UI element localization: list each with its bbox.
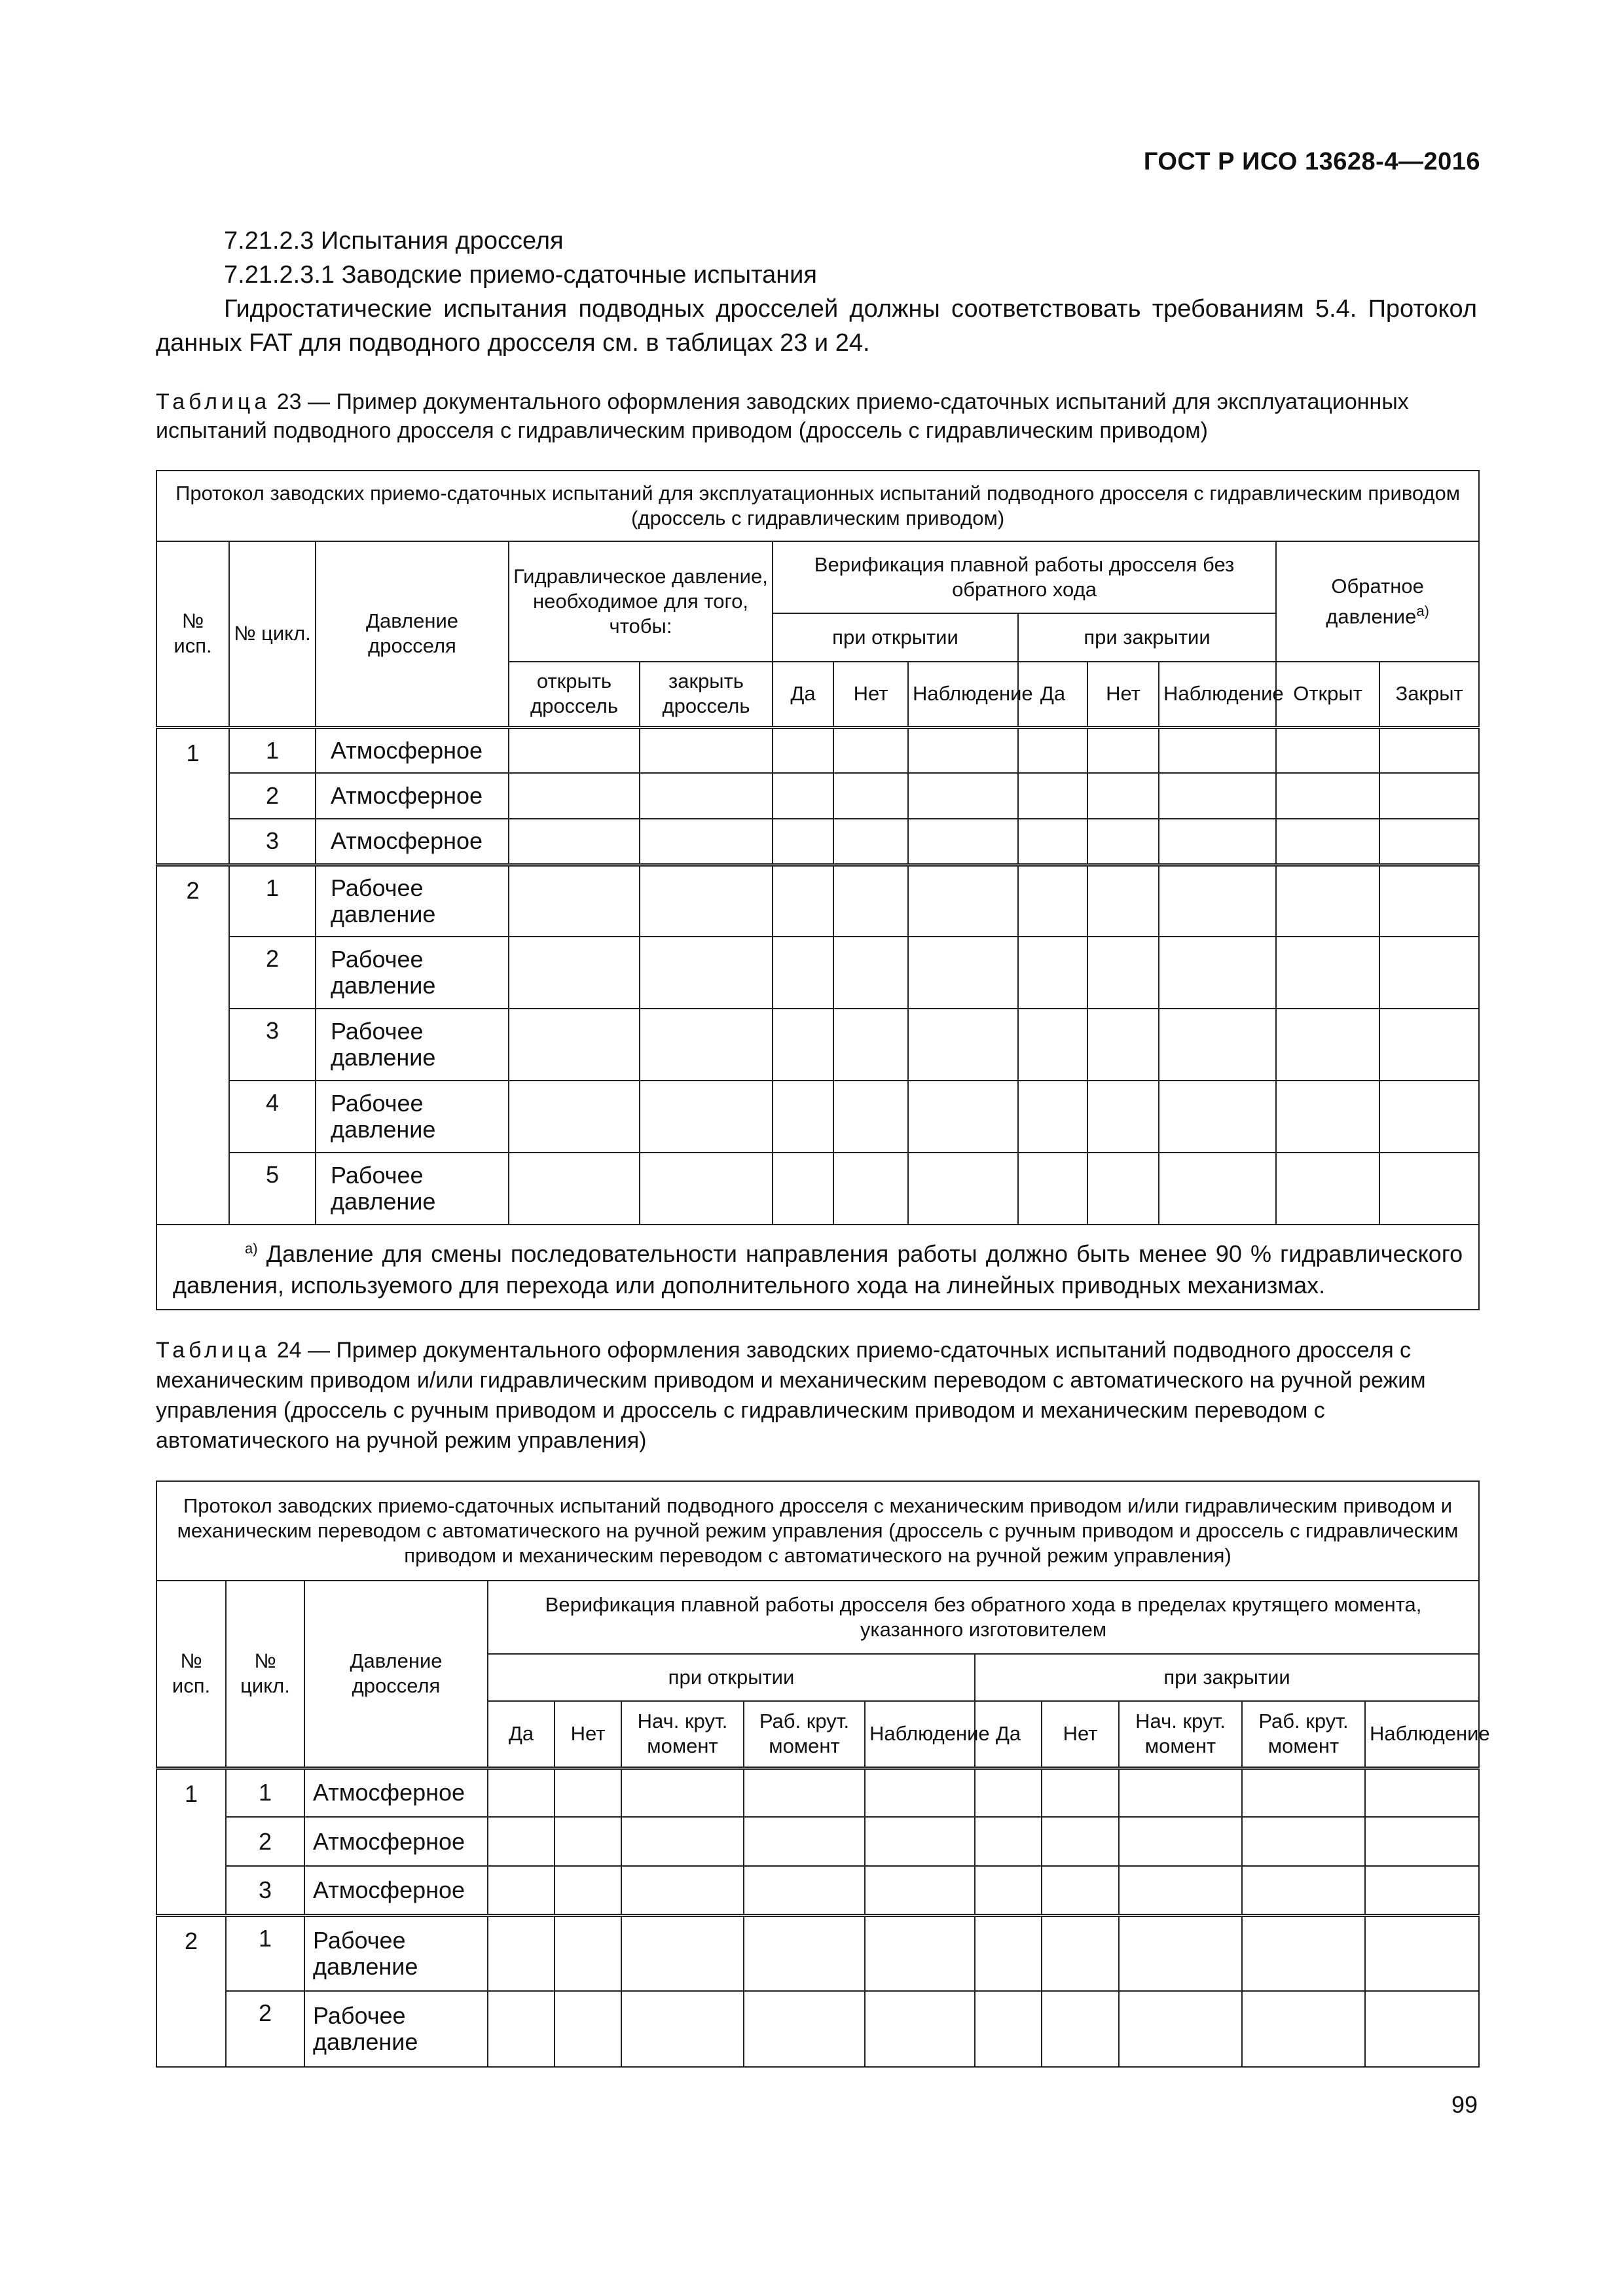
- table24-empty-cell: [1242, 1866, 1365, 1915]
- table23-empty-cell: [773, 773, 833, 819]
- table23-empty-cell: [1087, 819, 1159, 865]
- table24: [156, 1480, 1490, 2068]
- table24-empty-cell: [621, 1991, 744, 2067]
- table24-cell-pressure: Атмосферное: [304, 1866, 488, 1915]
- table23-empty-cell: [1159, 1153, 1276, 1225]
- table23-empty-cell: [1018, 937, 1087, 1009]
- table23-col-close-yes: Да: [1018, 662, 1087, 727]
- table24-empty-cell: [555, 1866, 621, 1915]
- table24-empty-cell: [621, 1866, 744, 1915]
- table23-empty-cell: [908, 865, 1018, 937]
- table23-empty-cell: [1276, 937, 1379, 1009]
- table23-col-closed: Закрыт: [1379, 662, 1479, 727]
- table24-cell-pressure: Рабочее давление: [304, 1915, 488, 1991]
- table23-footnote: [156, 1225, 1479, 1310]
- table24-empty-cell: [744, 1866, 865, 1915]
- table23-empty-cell: [1159, 819, 1276, 865]
- table24-cell-pressure: Атмосферное: [304, 1817, 488, 1866]
- table23-col-open-no: Нет: [833, 662, 908, 727]
- table23-col-pressure: Давление дросселя: [316, 541, 509, 727]
- table24-empty-cell: [555, 1991, 621, 2067]
- table-row: [156, 1915, 1479, 1991]
- table23-empty-cell: [1018, 819, 1087, 865]
- table23-col-opening: при открытии: [773, 613, 1018, 662]
- table-row: [156, 819, 1479, 865]
- table23-empty-cell: [1159, 1081, 1276, 1153]
- table23-empty-cell: [908, 819, 1018, 865]
- table23-empty-cell: [1018, 1009, 1087, 1081]
- table24-empty-cell: [1365, 1817, 1479, 1866]
- table23-col-open-choke: открыть дроссель: [509, 662, 640, 727]
- table24-col-open-start-torque: Нач. крут. момент: [621, 1701, 744, 1768]
- table23-empty-cell: [1087, 727, 1159, 773]
- table24-empty-cell: [1365, 1866, 1479, 1915]
- table24-cell-cycle: 2: [226, 1991, 304, 2067]
- table24-empty-cell: [975, 1817, 1042, 1866]
- table23-cell-pressure: Рабочее давление: [316, 1153, 509, 1225]
- table23-empty-cell: [833, 1081, 908, 1153]
- table23-empty-cell: [509, 819, 640, 865]
- table23-empty-cell: [640, 937, 773, 1009]
- table23-col-close-choke: закрыть дроссель: [640, 662, 773, 727]
- table24-empty-cell: [1242, 1817, 1365, 1866]
- table24-empty-cell: [1119, 1915, 1242, 1991]
- table24-empty-cell: [1119, 1768, 1242, 1817]
- table24-empty-cell: [1365, 1991, 1479, 2067]
- table24-col-cycle: № цикл.: [226, 1581, 304, 1768]
- table24-empty-cell: [1242, 1915, 1365, 1991]
- table23-empty-cell: [1276, 819, 1379, 865]
- table23-empty-cell: [640, 865, 773, 937]
- table23-col-test: № исп.: [156, 541, 229, 727]
- table23-empty-cell: [1276, 1009, 1379, 1081]
- table24-empty-cell: [865, 1915, 975, 1991]
- table23-empty-cell: [833, 819, 908, 865]
- table23-cell-cycle: 5: [229, 1153, 316, 1225]
- table23-empty-cell: [640, 1009, 773, 1081]
- table23-empty-cell: [1159, 937, 1276, 1009]
- table24-caption: [156, 1335, 1478, 1456]
- table-row: [156, 1817, 1479, 1866]
- table24-empty-cell: [555, 1915, 621, 1991]
- table23-empty-cell: [833, 727, 908, 773]
- table23-col-open-yes: Да: [773, 662, 833, 727]
- table23-empty-cell: [908, 937, 1018, 1009]
- table23-empty-cell: [640, 773, 773, 819]
- table23-cell-cycle: 1: [229, 727, 316, 773]
- table24-cell-cycle: 1: [226, 1915, 304, 1991]
- table24-cell-test: 1: [156, 1768, 226, 1915]
- table23-col-verification: Верификация плавной работы дросселя без обратного хода: [773, 541, 1276, 613]
- table23-empty-cell: [833, 1153, 908, 1225]
- table23-empty-cell: [509, 937, 640, 1009]
- table23-empty-cell: [833, 773, 908, 819]
- table23-empty-cell: [908, 1153, 1018, 1225]
- table23-empty-cell: [1379, 773, 1479, 819]
- table-row: [156, 1991, 1479, 2067]
- table24-empty-cell: [488, 1817, 555, 1866]
- table24-empty-cell: [744, 1991, 865, 2067]
- table-row: [156, 1768, 1479, 1817]
- table-row: [156, 1153, 1479, 1225]
- table24-empty-cell: [1365, 1768, 1479, 1817]
- table23-col-hydraulic: Гидравлическое давление, необходимое для того, чтобы:: [509, 541, 773, 662]
- table24-cell-cycle: 3: [226, 1866, 304, 1915]
- table23-cell-pressure: Рабочее давление: [316, 865, 509, 937]
- table24-empty-cell: [621, 1768, 744, 1817]
- table24-empty-cell: [744, 1915, 865, 1991]
- table23-empty-cell: [833, 937, 908, 1009]
- table24-empty-cell: [1042, 1915, 1119, 1991]
- table23-empty-cell: [1159, 727, 1276, 773]
- table23-empty-cell: [908, 1009, 1018, 1081]
- document-id: ГОСТ Р ИСО 13628-4—2016: [1143, 148, 1480, 175]
- table23-empty-cell: [908, 773, 1018, 819]
- table24-col-close-work-torque: Раб. крут. момент: [1242, 1701, 1365, 1768]
- table24-empty-cell: [1042, 1991, 1119, 2067]
- table-row: [156, 1866, 1479, 1915]
- table24-cell-cycle: 1: [226, 1768, 304, 1817]
- table24-empty-cell: [975, 1915, 1042, 1991]
- table23-empty-cell: [1379, 1009, 1479, 1081]
- table24-empty-cell: [975, 1991, 1042, 2067]
- table23-col-cycle: № цикл.: [229, 541, 316, 727]
- table24-empty-cell: [488, 1866, 555, 1915]
- table23-empty-cell: [1159, 1009, 1276, 1081]
- table24-empty-cell: [1119, 1991, 1242, 2067]
- table23-empty-cell: [1087, 937, 1159, 1009]
- table24-col-open-observation: Наблюдение: [865, 1701, 975, 1768]
- table-row: [156, 1081, 1479, 1153]
- table23-empty-cell: [833, 1009, 908, 1081]
- table23-cell-pressure: Рабочее давление: [316, 1009, 509, 1081]
- table23-cell-test: 2: [156, 865, 229, 1225]
- table23-caption-text: 23 — Пример документального оформления заводских приемо-сдаточных испытаний для эксплуатационных испытаний подводного дросселя с гидравлическим приводом (дроссель с гидравлическим приводом): [156, 389, 1409, 443]
- table24-empty-cell: [744, 1768, 865, 1817]
- table23-empty-cell: [509, 865, 640, 937]
- table24-empty-cell: [488, 1915, 555, 1991]
- table23-cell-cycle: 4: [229, 1081, 316, 1153]
- page-number: 99: [1451, 2091, 1478, 2118]
- table-row: [156, 937, 1479, 1009]
- section-heading-7-21-2-3: 7.21.2.3 Испытания дросселя: [224, 227, 564, 255]
- table23-empty-cell: [773, 1153, 833, 1225]
- table23-empty-cell: [1276, 773, 1379, 819]
- table24-empty-cell: [1119, 1866, 1242, 1915]
- table23-empty-cell: [1087, 865, 1159, 937]
- table23-empty-cell: [640, 819, 773, 865]
- table23-empty-cell: [1379, 819, 1479, 865]
- table23-empty-cell: [773, 865, 833, 937]
- table24-empty-cell: [865, 1866, 975, 1915]
- table24-col-opening: при открытии: [488, 1654, 975, 1701]
- table24-cell-test: 2: [156, 1915, 226, 2067]
- table23: [156, 470, 1480, 1310]
- table24-title: Протокол заводских приемо-сдаточных испытаний подводного дросселя с механическим приводом и/или гидравлическим приводом и механическим переводом с автоматического на ручной режим управления (дроссель с ручным приводом и дроссель с гидравлическим приводом и механическим переводом с автоматического на ручной режим управления): [156, 1481, 1479, 1581]
- table24-col-pressure: Давление дросселя: [304, 1581, 488, 1768]
- table23-col-close-observation: Наблюдение: [1159, 662, 1276, 727]
- table23-empty-cell: [640, 1081, 773, 1153]
- table23-cell-pressure: Атмосферное: [316, 773, 509, 819]
- table23-empty-cell: [1379, 1153, 1479, 1225]
- table24-col-close-start-torque: Нач. крут. момент: [1119, 1701, 1242, 1768]
- table24-empty-cell: [621, 1817, 744, 1866]
- table24-empty-cell: [1042, 1866, 1119, 1915]
- table24-empty-cell: [744, 1817, 865, 1866]
- table23-col-back-pressure-note: a): [1416, 602, 1429, 619]
- table24-empty-cell: [1365, 1915, 1479, 1991]
- table23-cell-pressure: Рабочее давление: [316, 937, 509, 1009]
- table23-empty-cell: [1018, 727, 1087, 773]
- table23-col-opened: Открыт: [1276, 662, 1379, 727]
- table23-empty-cell: [773, 727, 833, 773]
- table23-caption: [156, 387, 1478, 445]
- table23-caption-label: Таблица: [156, 389, 271, 414]
- table23-cell-pressure: Атмосферное: [316, 819, 509, 865]
- table23-empty-cell: [509, 773, 640, 819]
- table23-empty-cell: [1379, 727, 1479, 773]
- table23-col-closing: при закрытии: [1018, 613, 1276, 662]
- table23-cell-pressure: Атмосферное: [316, 727, 509, 773]
- table24-col-open-no: Нет: [555, 1701, 621, 1768]
- table23-empty-cell: [1018, 1081, 1087, 1153]
- table24-empty-cell: [1042, 1817, 1119, 1866]
- table24-empty-cell: [555, 1768, 621, 1817]
- table23-empty-cell: [1379, 937, 1479, 1009]
- table23-footnote-mark: a): [245, 1240, 258, 1257]
- table-row: [156, 773, 1479, 819]
- table24-empty-cell: [488, 1991, 555, 2067]
- table23-empty-cell: [773, 937, 833, 1009]
- table24-empty-cell: [1042, 1768, 1119, 1817]
- table23-empty-cell: [1087, 1153, 1159, 1225]
- table23-title: Протокол заводских приемо-сдаточных испытаний для эксплуатационных испытаний подводного дросселя с гидравлическим приводом (дроссель с гидравлическим приводом): [156, 471, 1479, 541]
- table24-cell-pressure: Атмосферное: [304, 1768, 488, 1817]
- table23-empty-cell: [1276, 727, 1379, 773]
- table23-empty-cell: [1018, 865, 1087, 937]
- table24-col-open-yes: Да: [488, 1701, 555, 1768]
- table23-empty-cell: [1018, 1153, 1087, 1225]
- table23-cell-cycle: 3: [229, 1009, 316, 1081]
- table23-empty-cell: [773, 1009, 833, 1081]
- table23-footnote-text: Давление для смены последовательности направления работы должно быть менее 90 % гидравлического давления, используемого для перехода или дополнительного хода на линейных приводных механизмах.: [173, 1240, 1463, 1299]
- section-paragraph: Гидростатические испытания подводных дросселей должны соответствовать требованиям 5.4. Протокол данных FAT для подводного дросселя см. в таблицах 23 и 24.: [156, 295, 1477, 357]
- table23-empty-cell: [1018, 773, 1087, 819]
- table23-cell-test: 1: [156, 727, 229, 865]
- table24-col-verification: Верификация плавной работы дросселя без обратного хода в пределах крутящего момента, указанного изготовителем: [488, 1581, 1479, 1654]
- table23-empty-cell: [509, 727, 640, 773]
- table23-cell-cycle: 2: [229, 773, 316, 819]
- table24-empty-cell: [975, 1866, 1042, 1915]
- table24-caption-label: Таблица: [156, 1338, 271, 1363]
- table23-empty-cell: [773, 1081, 833, 1153]
- table24-empty-cell: [621, 1915, 744, 1991]
- table24-col-closing: при закрытии: [975, 1654, 1479, 1701]
- table24-empty-cell: [488, 1768, 555, 1817]
- table23-empty-cell: [773, 819, 833, 865]
- table23-empty-cell: [1159, 865, 1276, 937]
- table23-empty-cell: [908, 727, 1018, 773]
- table23-cell-cycle: 1: [229, 865, 316, 937]
- table23-empty-cell: [1379, 865, 1479, 937]
- table-row: [156, 1009, 1479, 1081]
- table24-col-open-work-torque: Раб. крут. момент: [744, 1701, 865, 1768]
- table23-empty-cell: [833, 865, 908, 937]
- table-row: [156, 865, 1479, 937]
- table-row: [156, 727, 1479, 773]
- table23-empty-cell: [1276, 865, 1379, 937]
- table23-cell-pressure: Рабочее давление: [316, 1081, 509, 1153]
- table24-empty-cell: [865, 1768, 975, 1817]
- table24-cell-pressure: Рабочее давление: [304, 1991, 488, 2067]
- table24-col-test: № исп.: [156, 1581, 226, 1768]
- table23-col-back-pressure: [1276, 541, 1479, 662]
- table23-empty-cell: [1379, 1081, 1479, 1153]
- table23-empty-cell: [1276, 1153, 1379, 1225]
- table24-empty-cell: [1242, 1991, 1365, 2067]
- table24-empty-cell: [1119, 1817, 1242, 1866]
- table24-empty-cell: [1242, 1768, 1365, 1817]
- table24-empty-cell: [865, 1817, 975, 1866]
- table23-cell-cycle: 2: [229, 937, 316, 1009]
- table23-empty-cell: [640, 727, 773, 773]
- table23-empty-cell: [1087, 1009, 1159, 1081]
- table24-col-close-yes: Да: [975, 1701, 1042, 1768]
- table24-caption-text: 24 — Пример документального оформления заводских приемо-сдаточных испытаний подводного дросселя с механическим приводом и/или гидравлическим приводом и механическим переводом с автоматического на ручной режим управления (дроссель с ручным приводом и дроссель с гидравлическим приводом и механическим переводом с автоматического на ручной режим управления): [156, 1338, 1426, 1453]
- table23-col-back-pressure-label: Обратное давление: [1326, 574, 1424, 628]
- table23-empty-cell: [509, 1009, 640, 1081]
- table24-empty-cell: [975, 1768, 1042, 1817]
- table23-empty-cell: [640, 1153, 773, 1225]
- table24-col-close-no: Нет: [1042, 1701, 1119, 1768]
- table23-col-close-no: Нет: [1087, 662, 1159, 727]
- table23-empty-cell: [908, 1081, 1018, 1153]
- table23-empty-cell: [509, 1153, 640, 1225]
- table24-empty-cell: [865, 1991, 975, 2067]
- table23-empty-cell: [1276, 1081, 1379, 1153]
- table23-empty-cell: [509, 1081, 640, 1153]
- table23-empty-cell: [1087, 773, 1159, 819]
- table24-empty-cell: [555, 1817, 621, 1866]
- table23-col-open-observation: Наблюдение: [908, 662, 1018, 727]
- section-heading-7-21-2-3-1: 7.21.2.3.1 Заводские приемо-сдаточные испытания: [224, 261, 817, 289]
- table23-cell-cycle: 3: [229, 819, 316, 865]
- table24-cell-cycle: 2: [226, 1817, 304, 1866]
- table23-empty-cell: [1087, 1081, 1159, 1153]
- table23-empty-cell: [1159, 773, 1276, 819]
- table24-col-close-observation: Наблюдение: [1365, 1701, 1479, 1768]
